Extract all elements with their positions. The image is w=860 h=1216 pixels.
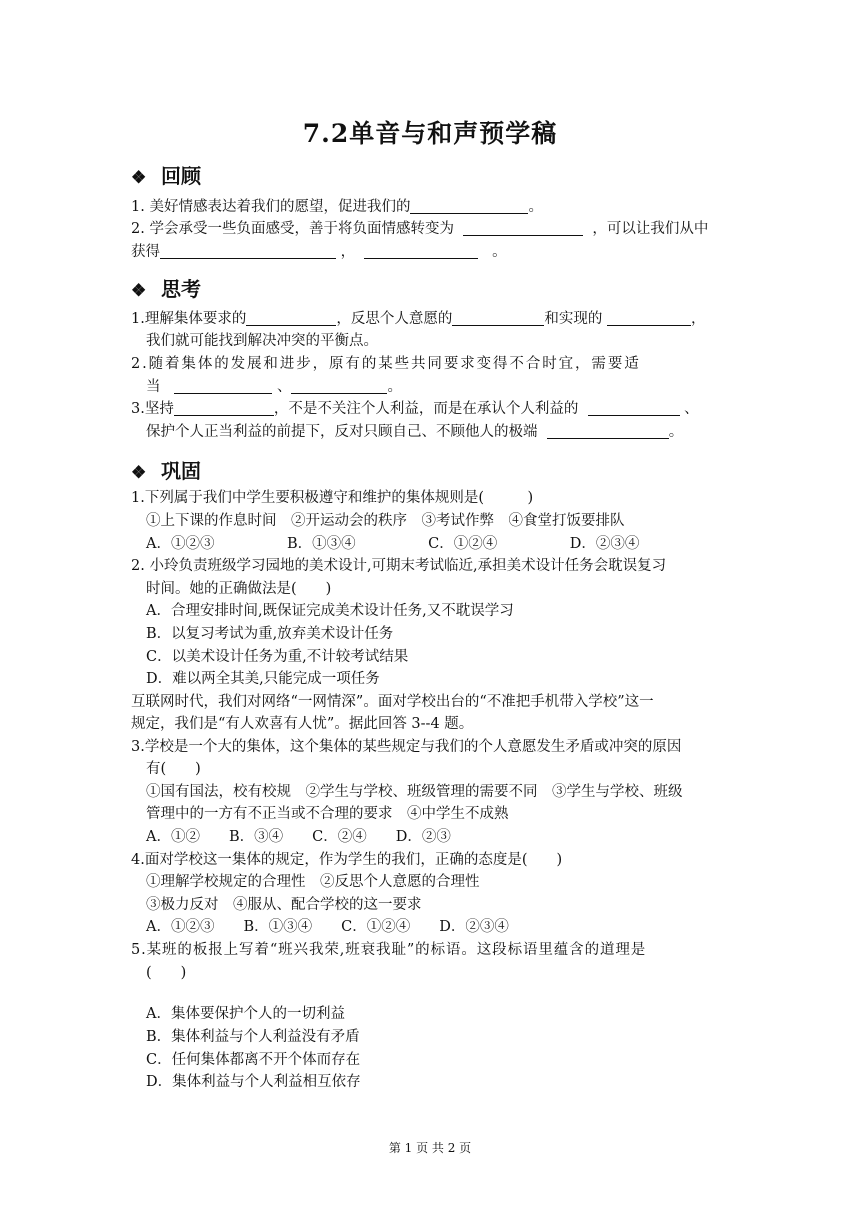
diamond-bullet-icon: ❖ (131, 168, 147, 188)
answer-blank[interactable] (607, 309, 691, 326)
review-q2-line1: 2. 学会承受一些负面感受，善于将负面情感转变为 ，可以让我们从中 (131, 221, 709, 237)
think-q3-line2: 保护个人正当利益的前提下，反对只顾自己、不顾他人的极端 。 (146, 424, 684, 440)
q3-stem-line2: 有( ) (146, 761, 201, 777)
think-q1-line2: 我们就可能找到解决冲突的平衡点。 (146, 333, 378, 349)
q4-options: A．①②③ B．①③④ C．①②④ D．②③④ (146, 919, 509, 935)
review-q2-line2: 获得 ， 。 (131, 244, 507, 260)
q4-statements-line1: ①理解学校规定的合理性 ②反思个人意愿的合理性 (146, 874, 480, 890)
q4-statements-line2: ③极力反对 ④服从、配合学校的这一要求 (146, 897, 422, 913)
q5-option-b: B．集体利益与个人利益没有矛盾 (146, 1029, 360, 1045)
q2-option-b: B．以复习考试为重,放弃美术设计任务 (146, 626, 394, 642)
answer-blank[interactable] (174, 377, 272, 394)
q3-stem-line1: 3.学校是一个大的集体，这个集体的某些规定与我们的个人意愿发生矛盾或冲突的原因 (131, 739, 682, 755)
answer-blank[interactable] (547, 422, 669, 439)
q2-option-c: C．以美术设计任务为重,不计较考试结果 (146, 649, 409, 665)
q2-option-d: D．难以两全其美,只能完成一项任务 (146, 671, 380, 687)
answer-blank[interactable] (160, 242, 336, 259)
section-heading-think: ❖ 思考 (131, 277, 201, 301)
think-q3-line1: 3.坚持 ，不是不关注个人利益，而是在承认个人利益的 、 (131, 401, 699, 417)
answer-blank[interactable] (452, 309, 544, 326)
answer-blank[interactable] (291, 377, 387, 394)
think-q2-line2: 当 、 。 (146, 379, 402, 395)
q3-options: A．①② B．③④ C．②④ D．②③ (146, 829, 451, 845)
diamond-bullet-icon: ❖ (131, 463, 147, 483)
answer-blank[interactable] (410, 197, 528, 214)
answer-blank[interactable] (588, 399, 680, 416)
passage-line1: 互联网时代，我们对网络“一网情深”。面对学校出台的“不准把手机带入学校”这一 (131, 694, 654, 710)
q3-statements-line2: 管理中的一方有不正当或不合理的要求 ④中学生不成熟 (146, 806, 509, 822)
q5-option-a: A．集体要保护个人的一切利益 (146, 1006, 345, 1022)
think-q2-line1: 2.随着集体的发展和进步，原有的某些共同要求变得不合时宜，需要适 (131, 356, 641, 372)
section-heading-review: ❖ 回顾 (131, 164, 201, 188)
section-heading-consolidate: ❖ 巩固 (131, 459, 201, 483)
answer-blank[interactable] (463, 219, 583, 236)
q2-option-a: A．合理安排时间,既保证完成美术设计任务,又不耽误学习 (146, 603, 514, 619)
q5-option-c: C．任何集体都离不开个体而存在 (146, 1052, 361, 1068)
review-q1: 1. 美好情感表达着我们的愿望，促进我们的 。 (131, 199, 543, 215)
q5-stem-line1: 5.某班的板报上写着“班兴我荣,班衰我耻”的标语。这段标语里蕴含的道理是 (131, 942, 647, 958)
q1-statements: ①上下课的作息时间 ②开运动会的秩序 ③考试作弊 ④食堂打饭要排队 (146, 513, 625, 529)
q2-stem-line1: 2. 小玲负责班级学习园地的美术设计,可期末考试临近,承担美术设计任务会耽误复习 (131, 558, 667, 574)
answer-blank[interactable] (364, 242, 478, 259)
answer-blank[interactable] (246, 309, 336, 326)
q1-stem: 1.下列属于我们中学生要积极遵守和维护的集体规则是( ) (131, 490, 534, 506)
q1-options: A．①②③ B．①③④ C．①②④ D．②③④ (146, 536, 640, 552)
page-footer: 第 1 页 共 2 页 (388, 1141, 472, 1155)
q3-statements-line1: ①国有国法，校有校规 ②学生与学校、班级管理的需要不同 ③学生与学校、班级 (146, 784, 683, 800)
q5-option-d: D．集体利益与个人利益相互依存 (146, 1074, 361, 1090)
diamond-bullet-icon: ❖ (131, 281, 147, 301)
q2-stem-line2: 时间。她的正确做法是( ) (146, 581, 332, 597)
page-title: 7.2单音与和声预学稿 (302, 119, 558, 148)
q4-stem: 4.面对学校这一集体的规定，作为学生的我们，正确的态度是( ) (131, 852, 563, 868)
q5-stem-line2: ( ) (146, 965, 187, 981)
passage-line2: 规定，我们是“有人欢喜有人忧”。据此回答 3--4 题。 (131, 716, 474, 732)
answer-blank[interactable] (174, 399, 274, 416)
think-q1-line1: 1.理解集体要求的 ，反思个人意愿的 和实现的 ， (131, 311, 706, 327)
